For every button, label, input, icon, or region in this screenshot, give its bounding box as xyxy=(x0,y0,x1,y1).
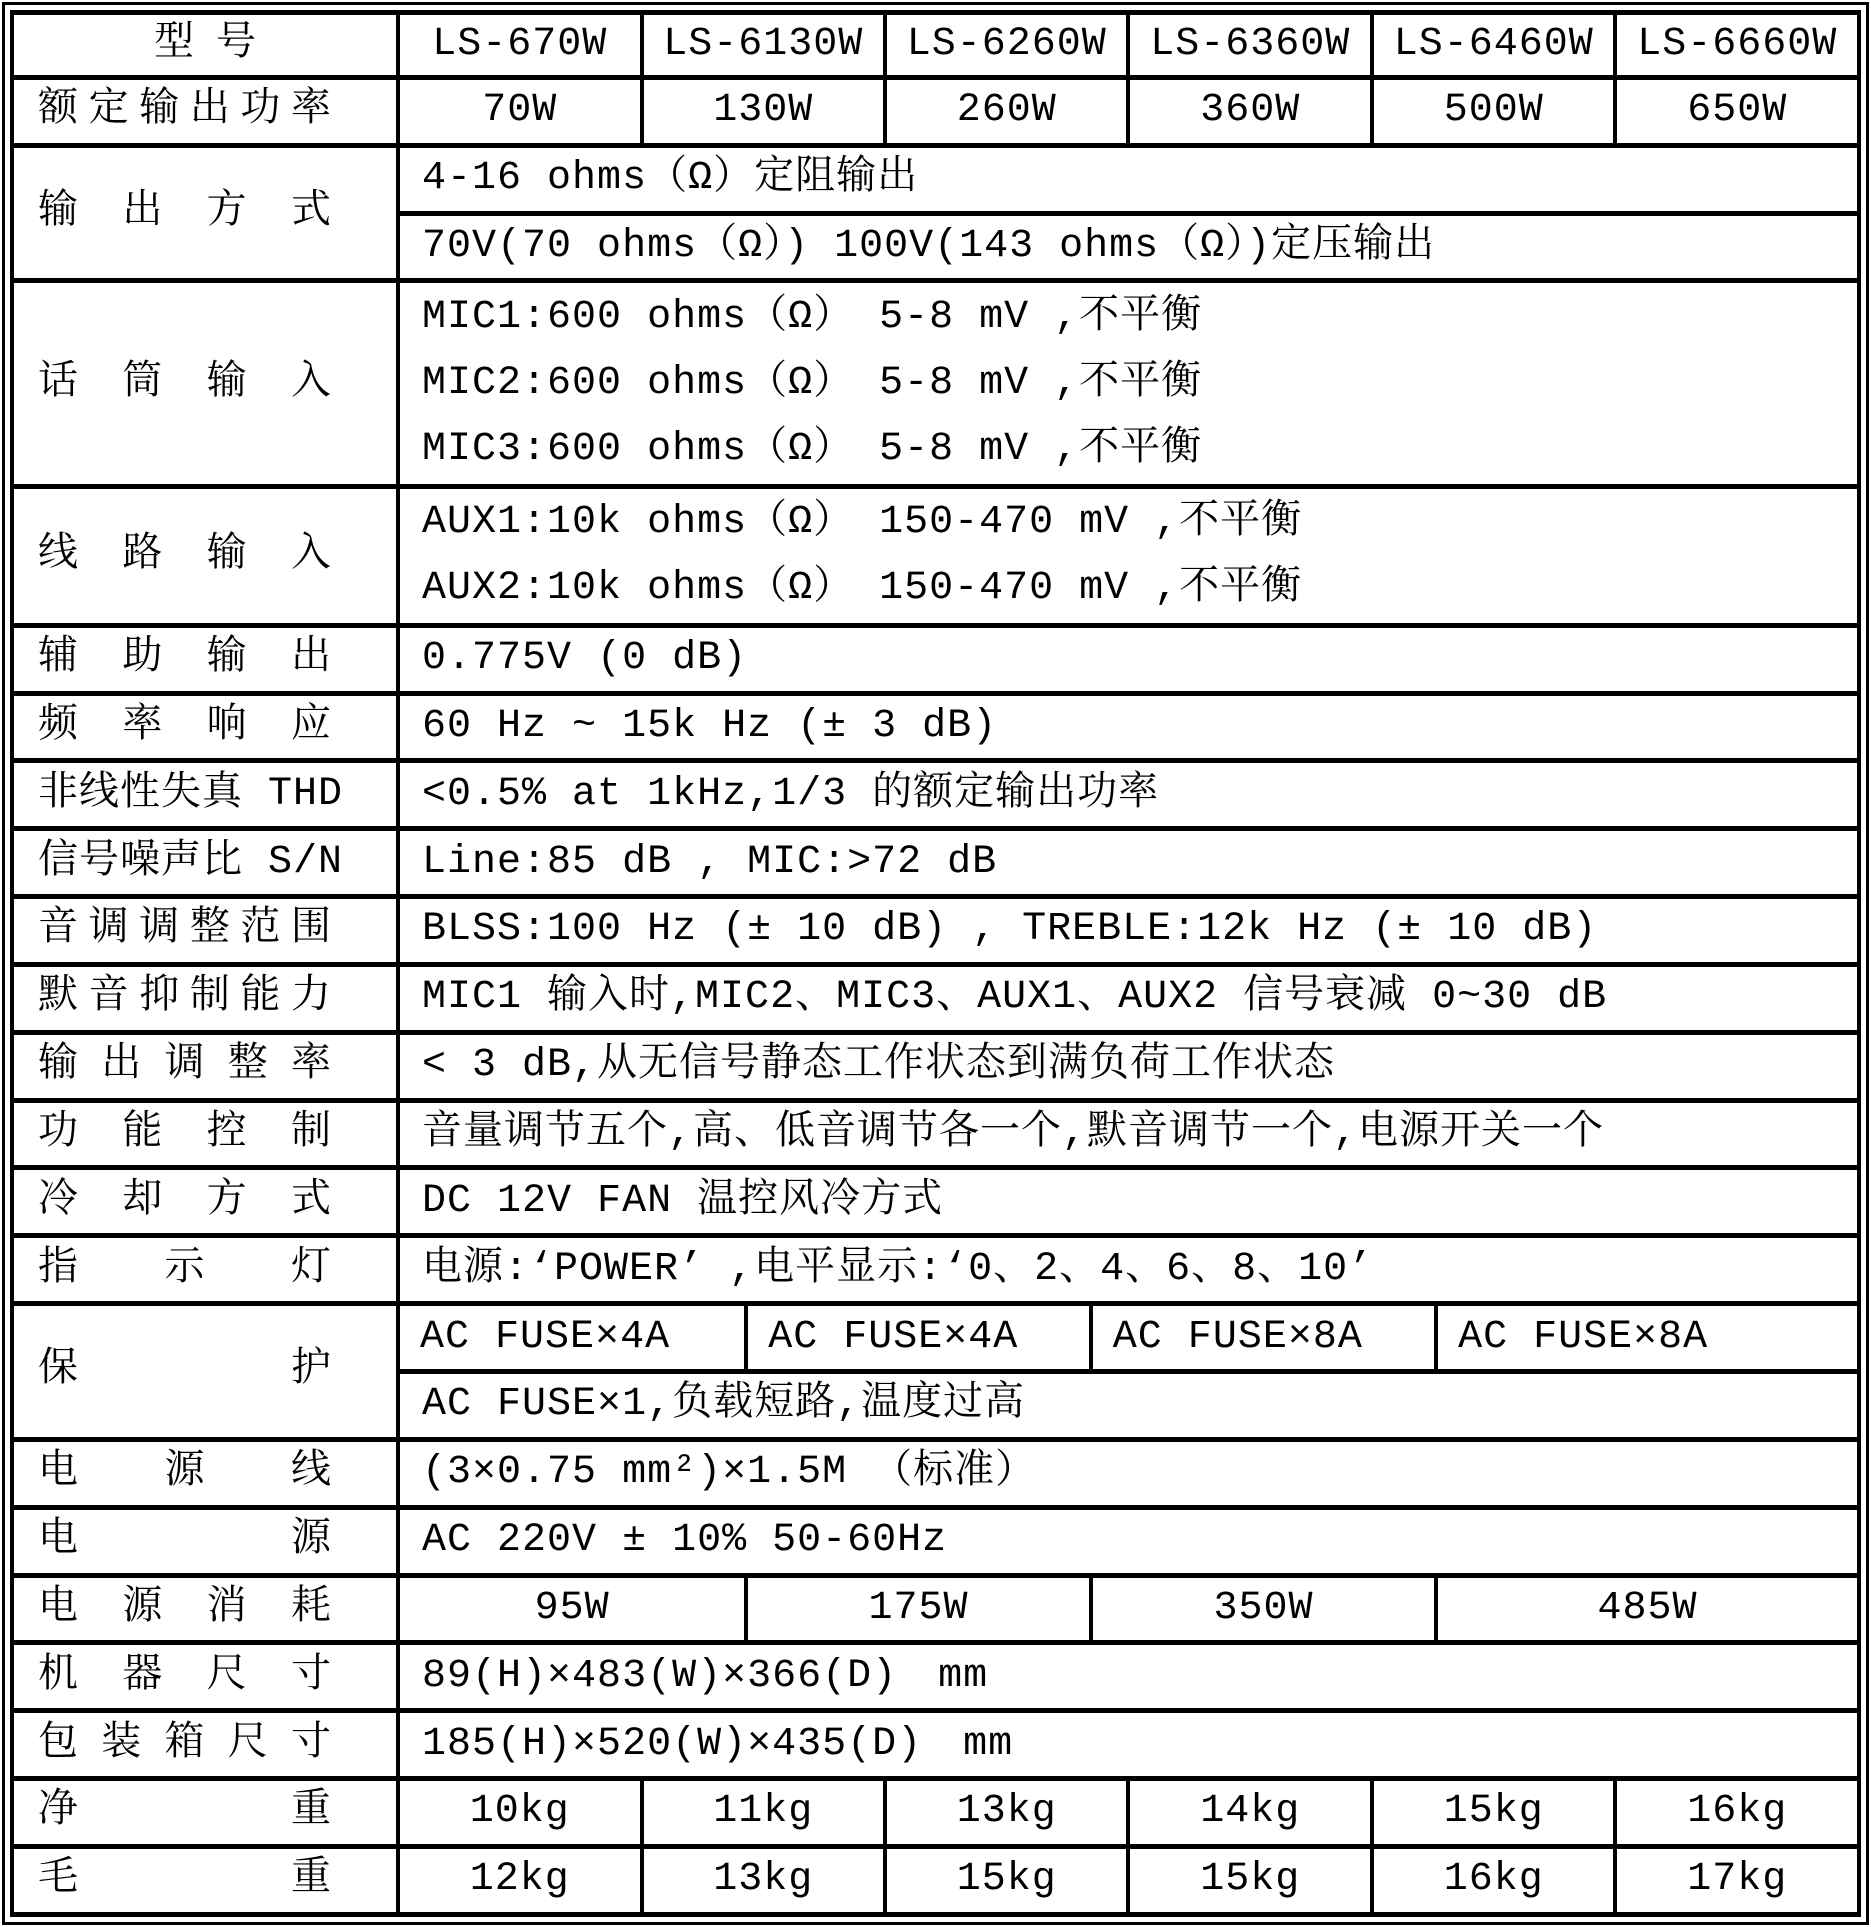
power-supply-value: AC 220V ± 10% 50-60Hz xyxy=(398,1507,1859,1575)
label-output-mode: 输出方式 xyxy=(12,145,398,281)
label-tone-range: 音调调整范围 xyxy=(12,897,398,965)
gross-weight-cell: 16kg xyxy=(1372,1846,1615,1914)
mic3-spec: MIC3:600 ohms（Ω） 5-8 mV ,不平衡 xyxy=(422,426,1203,472)
label-line-input: 线路输入 xyxy=(12,486,398,625)
gross-weight-cell: 12kg xyxy=(398,1846,641,1914)
indicators-value: 电源:‘POWER’ ,电平显示:‘0、2、4、6、8、10’ xyxy=(398,1236,1859,1304)
rated-power-cell: 650W xyxy=(1615,77,1859,145)
output-mode-constant-impedance: 4-16 ohms（Ω）定阻输出 xyxy=(398,145,1859,213)
fuse-cell: AC FUSE×8A xyxy=(1458,1314,1709,1360)
unit-size-value: 89(H)×483(W)×366(D) mm xyxy=(398,1643,1859,1711)
power-cord-value: (3×0.75 mm²)×1.5M （标准） xyxy=(398,1439,1859,1507)
aux1-spec: AUX1:10k ohms（Ω） 150-470 mV ,不平衡 xyxy=(422,499,1303,545)
model-name-cell: LS-6130W xyxy=(642,13,885,78)
label-mic-input: 话筒输入 xyxy=(12,281,398,487)
row-unit-size xyxy=(12,1643,1859,1711)
rated-power-cell: 70W xyxy=(398,77,641,145)
row-rated-power xyxy=(12,77,1859,145)
line-input-cell xyxy=(398,486,1859,625)
aux-output-value: 0.775V (0 dB) xyxy=(398,625,1859,693)
snr-value: Line:85 dB , MIC:>72 dB xyxy=(398,829,1859,897)
cooling-value: DC 12V FAN 温控风冷方式 xyxy=(398,1168,1859,1236)
header-row xyxy=(12,13,1859,78)
label-power-cord: 电源线 xyxy=(12,1439,398,1507)
table-outer-frame xyxy=(2,2,1869,1925)
label-net-weight: 净重 xyxy=(12,1779,398,1847)
label-power-supply: 电源 xyxy=(12,1507,398,1575)
freq-response-value: 60 Hz ~ 15k Hz (± 3 dB) xyxy=(398,693,1859,761)
mute-suppression-value: MIC1 输入时,MIC2、MIC3、AUX1、AUX2 信号衰减 0~30 dB xyxy=(398,964,1859,1032)
row-cooling xyxy=(12,1168,1859,1236)
model-name-cell: LS-6360W xyxy=(1128,13,1371,78)
fuse-cell: AC FUSE×8A xyxy=(1093,1306,1438,1369)
fuse-row xyxy=(400,1306,1857,1369)
output-mode-constant-voltage: 70V(70 ohms（Ω）) 100V(143 ohms（Ω）)定压输出 xyxy=(398,213,1859,281)
row-mic-input xyxy=(12,281,1859,487)
fuse-cell: AC FUSE×4A xyxy=(400,1306,748,1369)
row-protection xyxy=(12,1304,1859,1372)
gross-weight-cell: 15kg xyxy=(1128,1846,1371,1914)
label-power-consumption: 电源消耗 xyxy=(12,1575,398,1643)
model-name-cell: LS-6260W xyxy=(885,13,1128,78)
net-weight-cell: 11kg xyxy=(642,1779,885,1847)
label-unit-size: 机器尺寸 xyxy=(12,1643,398,1711)
label-thd: 非线性失真 THD xyxy=(12,761,398,829)
label-aux-output: 辅助输出 xyxy=(12,625,398,693)
label-output-regulation: 输出调整率 xyxy=(12,1032,398,1100)
power-consumption-cell: 95W xyxy=(400,1578,748,1641)
power-consumption-cells xyxy=(398,1575,1859,1643)
carton-size-value: 185(H)×520(W)×435(D) mm xyxy=(398,1711,1859,1779)
label-cooling: 冷却方式 xyxy=(12,1168,398,1236)
row-power-consumption xyxy=(12,1575,1859,1643)
row-net-weight xyxy=(12,1779,1859,1847)
gross-weight-cell: 17kg xyxy=(1615,1846,1859,1914)
model-name-cell: LS-670W xyxy=(398,13,641,78)
aux2-spec: AUX2:10k ohms（Ω） 150-470 mV ,不平衡 xyxy=(422,565,1303,611)
fuse-cell: AC FUSE×4A xyxy=(748,1306,1093,1369)
mic2-spec: MIC2:600 ohms（Ω） 5-8 mV ,不平衡 xyxy=(422,360,1203,406)
protection-line2: AC FUSE×1,负载短路,温度过高 xyxy=(398,1371,1859,1439)
output-regulation-value: < 3 dB,从无信号静态工作状态到满负荷工作状态 xyxy=(398,1032,1859,1100)
gross-weight-cell: 15kg xyxy=(885,1846,1128,1914)
row-snr xyxy=(12,829,1859,897)
row-tone-range xyxy=(12,897,1859,965)
row-indicators xyxy=(12,1236,1859,1304)
row-power-cord xyxy=(12,1439,1859,1507)
net-weight-cell: 15kg xyxy=(1372,1779,1615,1847)
row-mute-suppression xyxy=(12,964,1859,1032)
row-power-supply xyxy=(12,1507,1859,1575)
row-output-mode xyxy=(12,145,1859,213)
mic1-spec: MIC1:600 ohms（Ω） 5-8 mV ,不平衡 xyxy=(422,294,1203,340)
thd-value: <0.5% at 1kHz,1/3 的额定输出功率 xyxy=(398,761,1859,829)
header-label-model: 型号 xyxy=(12,13,398,78)
row-gross-weight xyxy=(12,1846,1859,1914)
net-weight-cell: 14kg xyxy=(1128,1779,1371,1847)
model-name-cell: LS-6460W xyxy=(1372,13,1615,78)
power-consumption-row xyxy=(400,1578,1857,1641)
net-weight-cell: 13kg xyxy=(885,1779,1128,1847)
row-carton-size xyxy=(12,1711,1859,1779)
rated-power-cell: 360W xyxy=(1128,77,1371,145)
row-output-regulation xyxy=(12,1032,1859,1100)
tone-range-value: BLSS:100 Hz (± 10 dB) , TREBLE:12k Hz (± 10 dB) xyxy=(398,897,1859,965)
model-name-cell: LS-6660W xyxy=(1615,13,1859,78)
row-function-controls xyxy=(12,1100,1859,1168)
power-consumption-cell: 175W xyxy=(748,1578,1093,1641)
row-thd xyxy=(12,761,1859,829)
function-controls-value: 音量调节五个,高、低音调节各一个,默音调节一个,电源开关一个 xyxy=(398,1100,1859,1168)
label-gross-weight: 毛重 xyxy=(12,1846,398,1914)
net-weight-cell: 10kg xyxy=(398,1779,641,1847)
gross-weight-cell: 13kg xyxy=(642,1846,885,1914)
rated-power-cell: 260W xyxy=(885,77,1128,145)
protection-fuse-cells xyxy=(398,1304,1859,1372)
power-consumption-cell: 485W xyxy=(1597,1585,1698,1631)
power-consumption-cell: 350W xyxy=(1093,1578,1438,1641)
amplifier-spec-table xyxy=(10,10,1861,1917)
label-rated-power: 额定输出功率 xyxy=(12,77,398,145)
rated-power-cell: 130W xyxy=(642,77,885,145)
row-line-input xyxy=(12,486,1859,625)
label-mute-suppression: 默音抑制能力 xyxy=(12,964,398,1032)
row-aux-output xyxy=(12,625,1859,693)
rated-power-cell: 500W xyxy=(1372,77,1615,145)
net-weight-cell: 16kg xyxy=(1615,1779,1859,1847)
label-carton-size: 包装箱尺寸 xyxy=(12,1711,398,1779)
mic-input-cell xyxy=(398,281,1859,487)
label-indicators: 指示灯 xyxy=(12,1236,398,1304)
label-snr: 信号噪声比 S/N xyxy=(12,829,398,897)
label-freq-response: 频率响应 xyxy=(12,693,398,761)
label-protection: 保护 xyxy=(12,1304,398,1440)
row-freq-response xyxy=(12,693,1859,761)
label-function-controls: 功能控制 xyxy=(12,1100,398,1168)
